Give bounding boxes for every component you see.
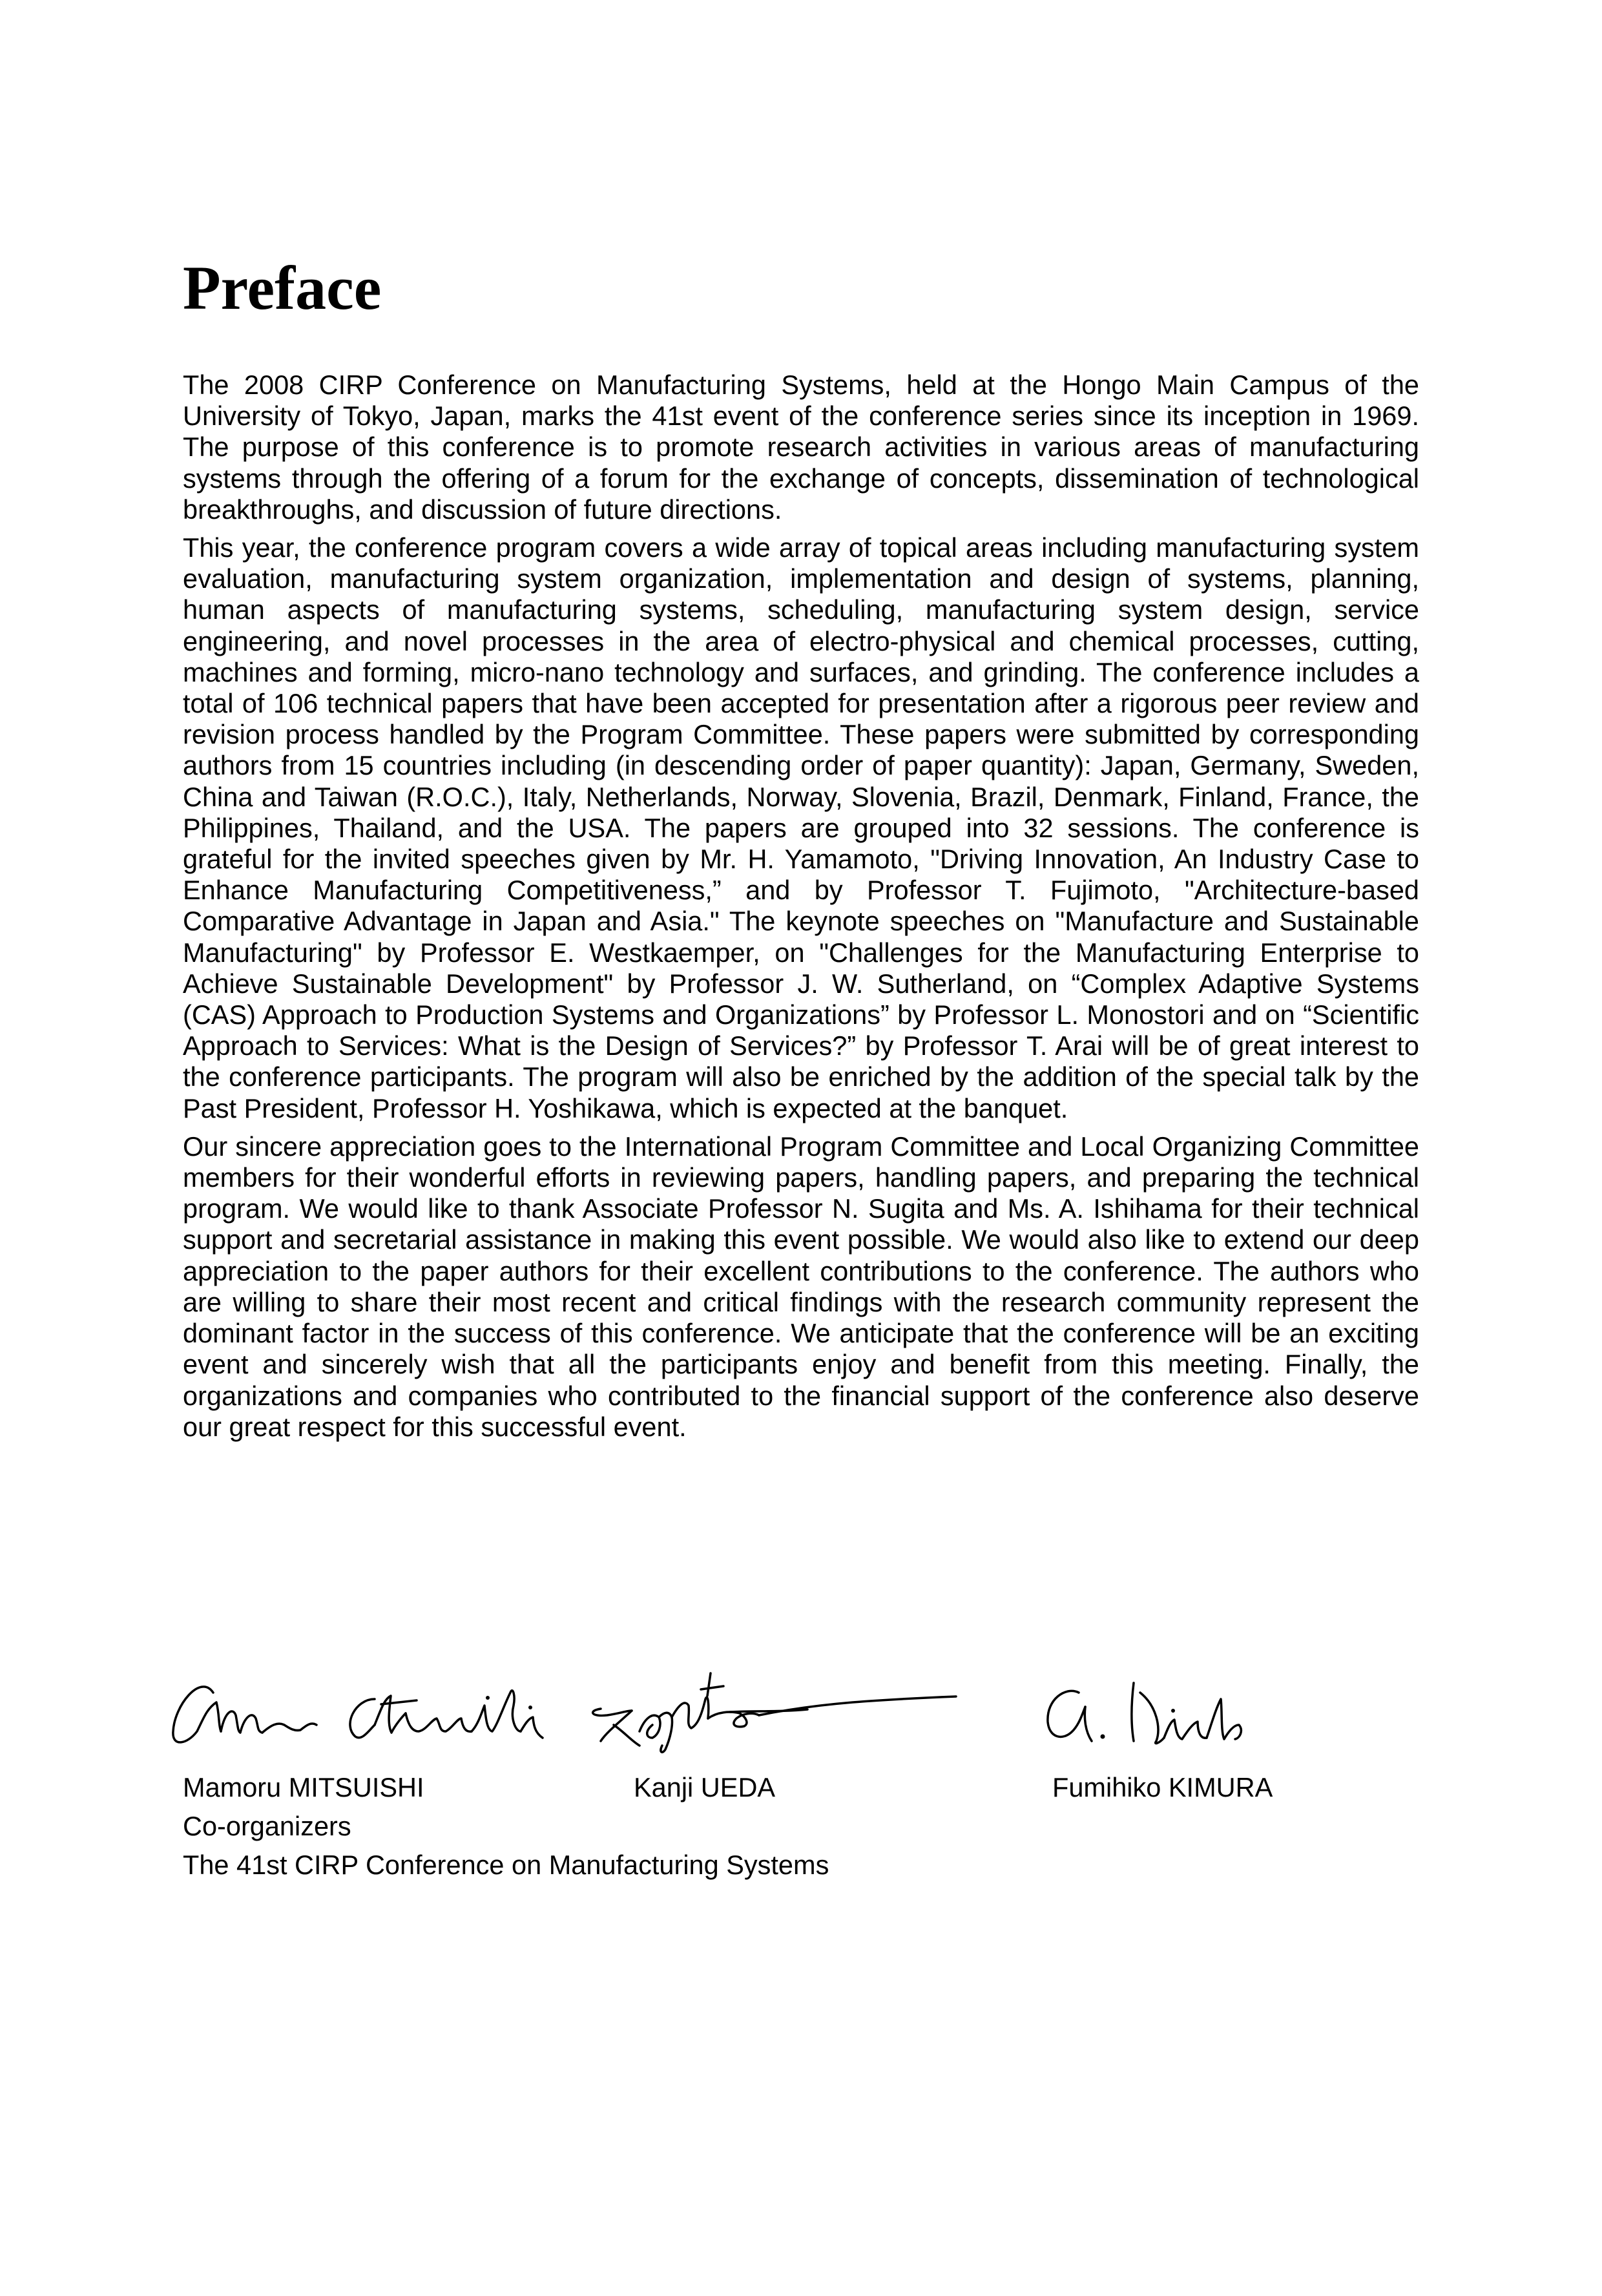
page-title: Preface [183,253,382,322]
signature-ueda [593,1673,956,1752]
conference-name: The 41st CIRP Conference on Manufacturing Systems [183,1850,829,1880]
signatory-role: Co-organizers [183,1811,351,1841]
paragraph-1: The 2008 CIRP Conference on Manufacturing Systems, held at the Hongo Main Campus of the University of Tokyo, Japan, marks the 41st event of the conference series since its inception in 1969. The purpose of this conference is to promote research activities in various areas of manufacturing systems through the offering of a forum for the exchange of concepts, dissemination of technological breakthroughs, and discussion of future directions. [183,370,1419,525]
signatory-name-ueda: Kanji UEDA [634,1772,776,1802]
signatory-name-mitsuishi: Mamoru MITSUISHI [183,1772,424,1802]
paragraph-2: This year, the conference program covers a wide array of topical areas including manufacturing system evaluation, manufacturing system organization, implementation and design of systems, planning, human aspects of manufacturing systems, scheduling, manufacturing system design, service engineering, and novel processes in the area of electro-physical and chemical processes, cutting, machines and forming, micro-nano technology and surfaces, and grinding. The conference includes a total of 106 technical papers that have been accepted for presentation after a rigorous peer review and revision process handled by the Program Committee. These papers were submitted by corresponding authors from 15 countries including (in descending order of paper quantity): Japan, Germany, Sweden, China and Taiwan (R.O.C.), Italy, Netherlands, Norway, Slovenia, Brazil, Denmark, Finland, France, the Philippines, Thailand, and the USA. The papers are grouped into 32 sessions. The conference is grateful for the invited speeches given by Mr. H. Yamamoto, "Driving Innovation, An Industry Case to Enhance Manufacturing Competitiveness,” and by Professor T. Fujimoto, "Architecture-based Comparative Advantage in Japan and Asia." The keynote speeches on "Manufacture and Sustainable Manufacturing" by Professor E. Westkaemper, on "Challenges for the Manufacturing Enterprise to Achieve Sustainable Development" by Professor J. W. Sutherland, on “Complex Adaptive Systems (CAS) Approach to Production Systems and Organizations” by Professor L. Monostori and on “Scientific Approach to Services: What is the Design of Services?” by Professor T. Arai will be of great interest to the conference participants. The program will also be enriched by the addition of the special talk by the Past President, Professor H. Yoshikawa, which is expected at the banquet. [183,532,1419,1123]
signature-mitsuishi [173,1687,543,1742]
preface-body [183,370,1419,1450]
signature-area [161,1634,1389,1757]
signature-kimura [1048,1683,1241,1744]
paragraph-3: Our sincere appreciation goes to the International Program Committee and Local Organizing Committee members for their wonderful efforts in reviewing papers, handling papers, and preparing the technical program. We would like to thank Associate Professor N. Sugita and Ms. A. Ishihama for their technical support and secretarial assistance in making this event possible. We would also like to extend our deep appreciation to the paper authors for their excellent contributions to the conference. The authors who are willing to share their most recent and critical findings with the research community represent the dominant factor in the success of this conference. We anticipate that the conference will be an exciting event and sincerely wish that all the participants enjoy and benefit from this meeting. Finally, the organizations and companies who contributed to the financial support of the conference also deserve our great respect for this successful event. [183,1131,1419,1442]
signatory-name-kimura: Fumihiko KIMURA [1052,1772,1273,1802]
